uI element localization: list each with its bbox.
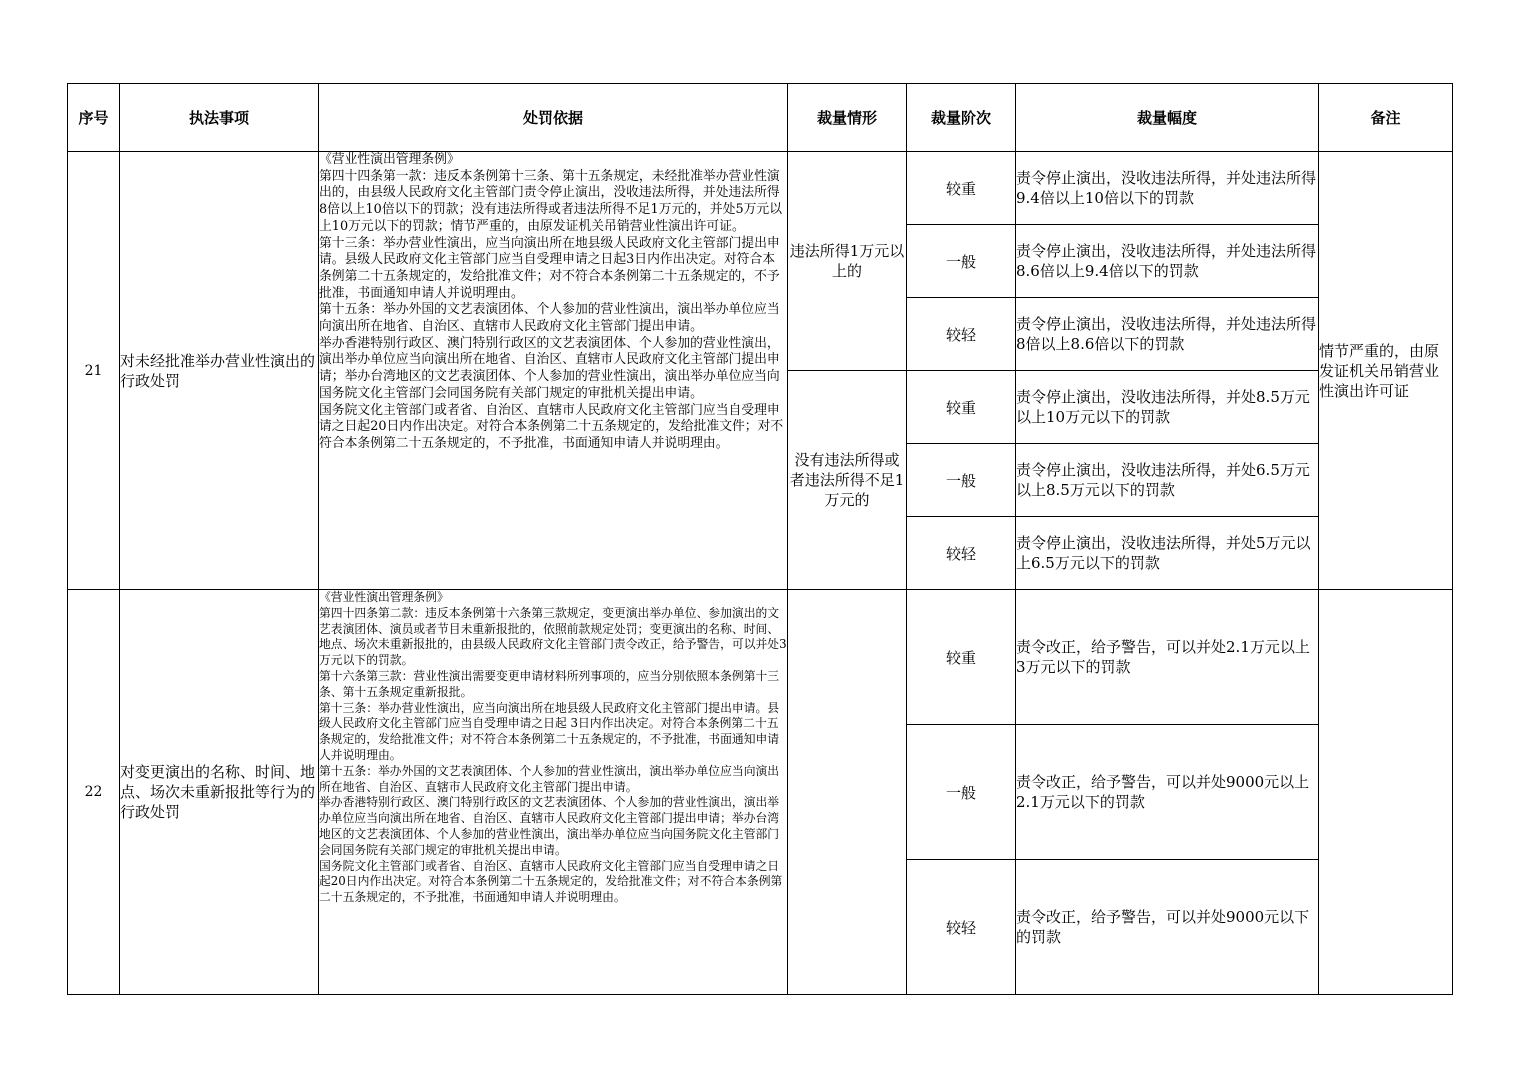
- range-cell: 责令停止演出，没收违法所得，并处违法所得9.4倍以上10倍以下的罚款: [1016, 152, 1319, 225]
- level-cell: 较轻: [907, 298, 1016, 371]
- level-cell: 较轻: [907, 860, 1016, 995]
- range-cell: 责令改正，给予警告，可以并处9000元以下的罚款: [1016, 860, 1319, 995]
- discretion-table: [67, 83, 1453, 995]
- range-cell: 责令改正，给予警告，可以并处9000元以上2.1万元以下的罚款: [1016, 725, 1319, 860]
- level-cell: 较重: [907, 371, 1016, 444]
- range-cell: 责令停止演出，没收违法所得，并处8.5万元以上10万元以下的罚款: [1016, 371, 1319, 444]
- level-cell: 一般: [907, 444, 1016, 517]
- header-note: 备注: [1319, 84, 1453, 152]
- note-cell: [1319, 590, 1453, 995]
- basis-cell: 《营业性演出管理条例》 第四十四条第二款：违反本条例第十六条第三款规定，变更演出举办单位、参加演出的文艺表演团体、演员或者节目未重新报批的，依照前款规定处罚；变更演出的名称、时间、地点、场次未重新报批的，由县级人民政府文化主管部门责令改正，给予警告，可以并处3万元以下的罚款。 第十六条第三款：营业性演出需要变更申请材料所列事项的，应当分别依照本条例第十三条、第十五条规定重新报批。 第十三条：举办营业性演出，应当向演出所在地县级人民政府文化主管部门提出申请。县级人民政府文化主管部门应当自受理申请之日起 3日内作出决定。对符合本条例第二十五条规定的，发给批准文件；对不符合本条例第二十五条规定的，不予批准，书面通知申请人并说明理由。 第十五条：举办外国的文艺表演团体、个人参加的营业性演出，演出举办单位应当向演出所在地省、自治区、直辖市人民政府文化主管部门提出申请。 举办香港特别行政区、澳门特别行政区的文艺表演团体、个人参加的营业性演出，演出举办单位应当向演出所在地省、自治区、直辖市人民政府文化主管部门提出申请；举办台湾地区的文艺表演团体、个人参加的营业性演出，演出举办单位应当向国务院文化主管部门会同国务院有关部门规定的审批机关提出申请。 国务院文化主管部门或者省、自治区、直辖市人民政府文化主管部门应当自受理申请之日起20日内作出决定。对符合本条例第二十五条规定的，发给批准文件；对不符合本条例第二十五条规定的，不予批准，书面通知申请人并说明理由。: [319, 590, 788, 995]
- level-cell: 较重: [907, 590, 1016, 725]
- header-range: 裁量幅度: [1016, 84, 1319, 152]
- level-cell: 较轻: [907, 517, 1016, 590]
- basis-cell: 《营业性演出管理条例》 第四十四条第一款：违反本条例第十三条、第十五条规定，未经批准举办营业性演出的，由县级人民政府文化主管部门责令停止演出，没收违法所得，并处违法所得8倍以上10倍以下的罚款；没有违法所得或者违法所得不足1万元的，并处5万元以上10万元以下的罚款；情节严重的，由原发证机关吊销营业性演出许可证。 第十三条：举办营业性演出，应当向演出所在地县级人民政府文化主管部门提出申请。县级人民政府文化主管部门应当自受理申请之日起3日内作出决定。对符合本条例第二十五条规定的，发给批准文件；对不符合本条例第二十五条规定的，不予批准，书面通知申请人并说明理由。 第十五条：举办外国的文艺表演团体、个人参加的营业性演出，演出举办单位应当向演出所在地省、自治区、直辖市人民政府文化主管部门提出申请。 举办香港特别行政区、澳门特别行政区的文艺表演团体、个人参加的营业性演出，演出举办单位应当向演出所在地省、自治区、直辖市人民政府文化主管部门提出申请；举办台湾地区的文艺表演团体、个人参加的营业性演出，演出举办单位应当向国务院文化主管部门会同国务院有关部门规定的审批机关提出申请。 国务院文化主管部门或者省、自治区、直辖市人民政府文化主管部门应当自受理申请之日起20日内作出决定。对符合本条例第二十五条规定的，发给批准文件；对不符合本条例第二十五条规定的，不予批准，书面通知申请人并说明理由。: [319, 152, 788, 590]
- range-cell: 责令停止演出，没收违法所得，并处6.5万元以上8.5万元以下的罚款: [1016, 444, 1319, 517]
- circumstance-cell: 没有违法所得或者违法所得不足1万元的: [788, 371, 907, 590]
- item-cell: 对变更演出的名称、时间、地点、场次未重新报批等行为的行政处罚: [120, 590, 319, 995]
- table-row: [68, 590, 1453, 725]
- note-cell: 情节严重的，由原发证机关吊销营业性演出许可证: [1319, 152, 1453, 590]
- level-cell: 较重: [907, 152, 1016, 225]
- range-cell: 责令停止演出，没收违法所得，并处违法所得8.6倍以上9.4倍以下的罚款: [1016, 225, 1319, 298]
- item-cell: 对未经批准举办营业性演出的行政处罚: [120, 152, 319, 590]
- header-seq: 序号: [68, 84, 120, 152]
- header-level: 裁量阶次: [907, 84, 1016, 152]
- circumstance-cell: 违法所得1万元以上的: [788, 152, 907, 371]
- range-cell: 责令停止演出，没收违法所得，并处违法所得8倍以上8.6倍以下的罚款: [1016, 298, 1319, 371]
- seq-cell: 22: [68, 590, 120, 995]
- seq-cell: 21: [68, 152, 120, 590]
- level-cell: 一般: [907, 225, 1016, 298]
- header-basis: 处罚依据: [319, 84, 788, 152]
- level-cell: 一般: [907, 725, 1016, 860]
- header-item: 执法事项: [120, 84, 319, 152]
- table-row: [68, 152, 1453, 225]
- circumstance-cell: [788, 590, 907, 995]
- header-circumstance: 裁量情形: [788, 84, 907, 152]
- range-cell: 责令停止演出，没收违法所得，并处5万元以上6.5万元以下的罚款: [1016, 517, 1319, 590]
- header-row: [68, 84, 1453, 152]
- range-cell: 责令改正，给予警告，可以并处2.1万元以上3万元以下的罚款: [1016, 590, 1319, 725]
